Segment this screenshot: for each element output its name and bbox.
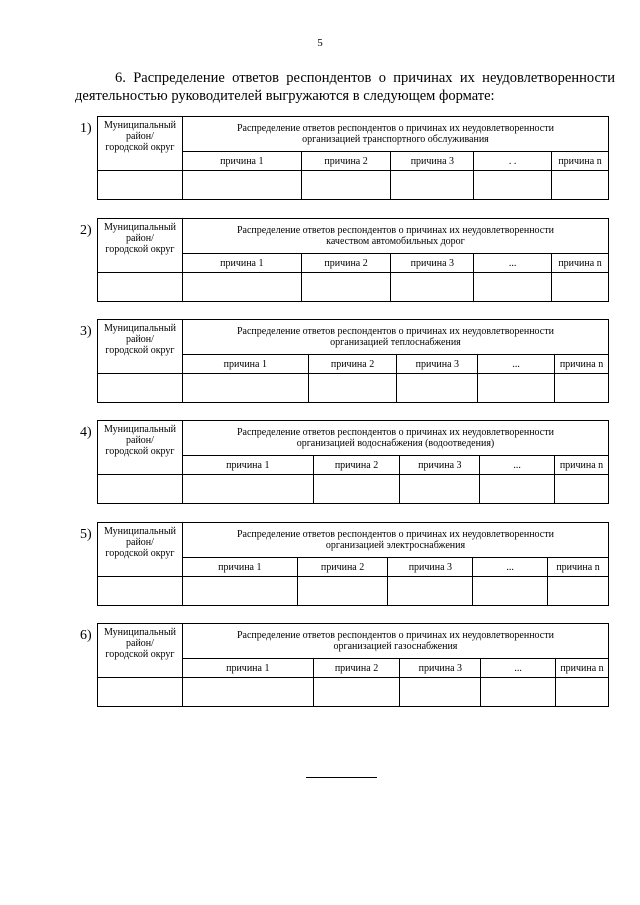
distribution-subject: организацией теплоснабжения xyxy=(330,337,461,348)
empty-cell xyxy=(397,374,478,403)
empty-cell xyxy=(182,374,308,403)
distribution-header xyxy=(182,117,608,152)
reason-header: причина 1 xyxy=(182,659,313,678)
empty-cell xyxy=(313,475,400,504)
distribution-header-text: Распределение ответов респондентов о причинах их неудовлетворенности xyxy=(236,123,554,134)
distribution-header-text: Распределение ответов респондентов о причинах их неудовлетворенности xyxy=(236,225,554,236)
empty-cell xyxy=(98,475,183,504)
municipality-header xyxy=(98,421,183,475)
reason-header: причина 2 xyxy=(301,254,391,273)
reason-header: причина 2 xyxy=(301,152,391,171)
reason-header: причина n xyxy=(556,659,609,678)
empty-cell xyxy=(313,678,400,707)
municipality-label-line: городской округ xyxy=(105,345,175,356)
reason-header: ... xyxy=(474,254,552,273)
report-table xyxy=(97,522,609,606)
empty-cell xyxy=(297,577,388,606)
municipality-label-line: район/ xyxy=(126,334,154,345)
empty-cell xyxy=(400,678,481,707)
distribution-subject: организацией транспортного обслуживания xyxy=(302,134,489,145)
empty-cell xyxy=(98,577,183,606)
reason-header: причина 1 xyxy=(182,558,297,577)
distribution-subject: качеством автомобильных дорог xyxy=(326,236,465,247)
reason-header: ... xyxy=(481,659,556,678)
distribution-subject: организацией газоснабжения xyxy=(333,641,458,652)
empty-cell xyxy=(98,171,183,200)
municipality-label-line: Муниципальный xyxy=(104,323,176,334)
reason-header: причина 3 xyxy=(388,558,473,577)
reason-header: причина 2 xyxy=(313,659,400,678)
section-number: 3) xyxy=(80,324,92,339)
empty-cell xyxy=(308,374,397,403)
section-number: 1) xyxy=(80,121,92,136)
municipality-header xyxy=(98,219,183,273)
municipality-label-line: городской округ xyxy=(105,548,175,559)
section-number: 2) xyxy=(80,223,92,238)
municipality-label-line: район/ xyxy=(126,131,154,142)
report-table xyxy=(97,319,609,403)
reason-header: причина 2 xyxy=(297,558,388,577)
municipality-label-line: Муниципальный xyxy=(104,120,176,131)
reason-header: ... xyxy=(473,558,548,577)
data-row xyxy=(98,678,609,707)
empty-cell xyxy=(555,475,609,504)
reason-header: причина 3 xyxy=(391,152,474,171)
report-table xyxy=(97,218,609,302)
reason-header: причина 1 xyxy=(182,254,301,273)
municipality-label-line: район/ xyxy=(126,638,154,649)
distribution-header-text: Распределение ответов респондентов о причинах их неудовлетворенности xyxy=(236,529,554,540)
municipality-label-line: район/ xyxy=(126,537,154,548)
reason-header: причина 2 xyxy=(313,456,400,475)
empty-cell xyxy=(480,475,555,504)
data-row xyxy=(98,273,609,302)
empty-cell xyxy=(98,374,183,403)
empty-cell xyxy=(98,678,183,707)
municipality-label-line: городской округ xyxy=(105,244,175,255)
empty-cell xyxy=(182,171,301,200)
empty-cell xyxy=(391,273,474,302)
empty-cell xyxy=(556,678,609,707)
empty-cell xyxy=(548,577,609,606)
distribution-header xyxy=(182,421,608,456)
reason-header: причина 1 xyxy=(182,152,301,171)
municipality-label-line: Муниципальный xyxy=(104,222,176,233)
distribution-subject: организацией электроснабжения xyxy=(325,540,466,551)
empty-cell xyxy=(301,171,391,200)
reason-header: причина n xyxy=(555,456,609,475)
municipality-label-line: район/ xyxy=(126,233,154,244)
empty-cell xyxy=(555,374,609,403)
distribution-header xyxy=(182,624,608,659)
municipality-label-line: городской округ xyxy=(105,649,175,660)
distribution-header xyxy=(182,320,608,355)
intro-line-1: 6. Распределение ответов респондентов о причинах их неудовлетворенности xyxy=(115,70,615,86)
data-row xyxy=(98,374,609,403)
empty-cell xyxy=(301,273,391,302)
municipality-label-line: Муниципальный xyxy=(104,627,176,638)
distribution-header-text: Распределение ответов респондентов о причинах их неудовлетворенности xyxy=(236,630,554,641)
report-table xyxy=(97,116,609,200)
empty-cell xyxy=(478,374,555,403)
reason-header: причина 1 xyxy=(182,456,313,475)
reason-header: ... xyxy=(478,355,555,374)
reason-header: ... xyxy=(480,456,555,475)
page-number: 5 xyxy=(317,37,323,49)
municipality-label-line: Муниципальный xyxy=(104,424,176,435)
empty-cell xyxy=(182,475,313,504)
reason-header: причина 2 xyxy=(308,355,397,374)
data-row xyxy=(98,475,609,504)
footer-rule xyxy=(306,777,377,778)
empty-cell xyxy=(182,273,301,302)
intro-line-2: деятельностью руководителей выгружаются в следующем формате: xyxy=(75,88,495,104)
report-table xyxy=(97,420,609,504)
empty-cell xyxy=(552,273,609,302)
municipality-header xyxy=(98,117,183,171)
municipality-label-line: район/ xyxy=(126,435,154,446)
municipality-header xyxy=(98,320,183,374)
empty-cell xyxy=(474,171,552,200)
empty-cell xyxy=(388,577,473,606)
reason-header: причина 3 xyxy=(400,659,481,678)
municipality-header xyxy=(98,523,183,577)
reason-header: причина 3 xyxy=(400,456,480,475)
empty-cell xyxy=(473,577,548,606)
empty-cell xyxy=(552,171,609,200)
empty-cell xyxy=(182,678,313,707)
municipality-label-line: городской округ xyxy=(105,142,175,153)
section-number: 5) xyxy=(80,527,92,542)
municipality-header xyxy=(98,624,183,678)
empty-cell xyxy=(182,577,297,606)
report-table xyxy=(97,623,609,707)
distribution-header xyxy=(182,219,608,254)
municipality-label-line: Муниципальный xyxy=(104,526,176,537)
reason-header: причина n xyxy=(555,355,609,374)
data-row xyxy=(98,171,609,200)
intro-paragraph xyxy=(75,69,615,105)
reason-header: причина n xyxy=(552,254,609,273)
municipality-label-line: городской округ xyxy=(105,446,175,457)
distribution-header-text: Распределение ответов респондентов о причинах их неудовлетворенности xyxy=(236,326,554,337)
section-number: 4) xyxy=(80,425,92,440)
reason-header: причина 1 xyxy=(182,355,308,374)
empty-cell xyxy=(400,475,480,504)
empty-cell xyxy=(481,678,556,707)
reason-header: . . xyxy=(474,152,552,171)
distribution-header xyxy=(182,523,608,558)
reason-header: причина 3 xyxy=(397,355,478,374)
empty-cell xyxy=(98,273,183,302)
distribution-subject: организацией водоснабжения (водоотведения) xyxy=(296,438,495,449)
section-number: 6) xyxy=(80,628,92,643)
reason-header: причина n xyxy=(552,152,609,171)
reason-header: причина n xyxy=(548,558,609,577)
distribution-header-text: Распределение ответов респондентов о причинах их неудовлетворенности xyxy=(236,427,554,438)
empty-cell xyxy=(391,171,474,200)
reason-header: причина 3 xyxy=(391,254,474,273)
empty-cell xyxy=(474,273,552,302)
data-row xyxy=(98,577,609,606)
